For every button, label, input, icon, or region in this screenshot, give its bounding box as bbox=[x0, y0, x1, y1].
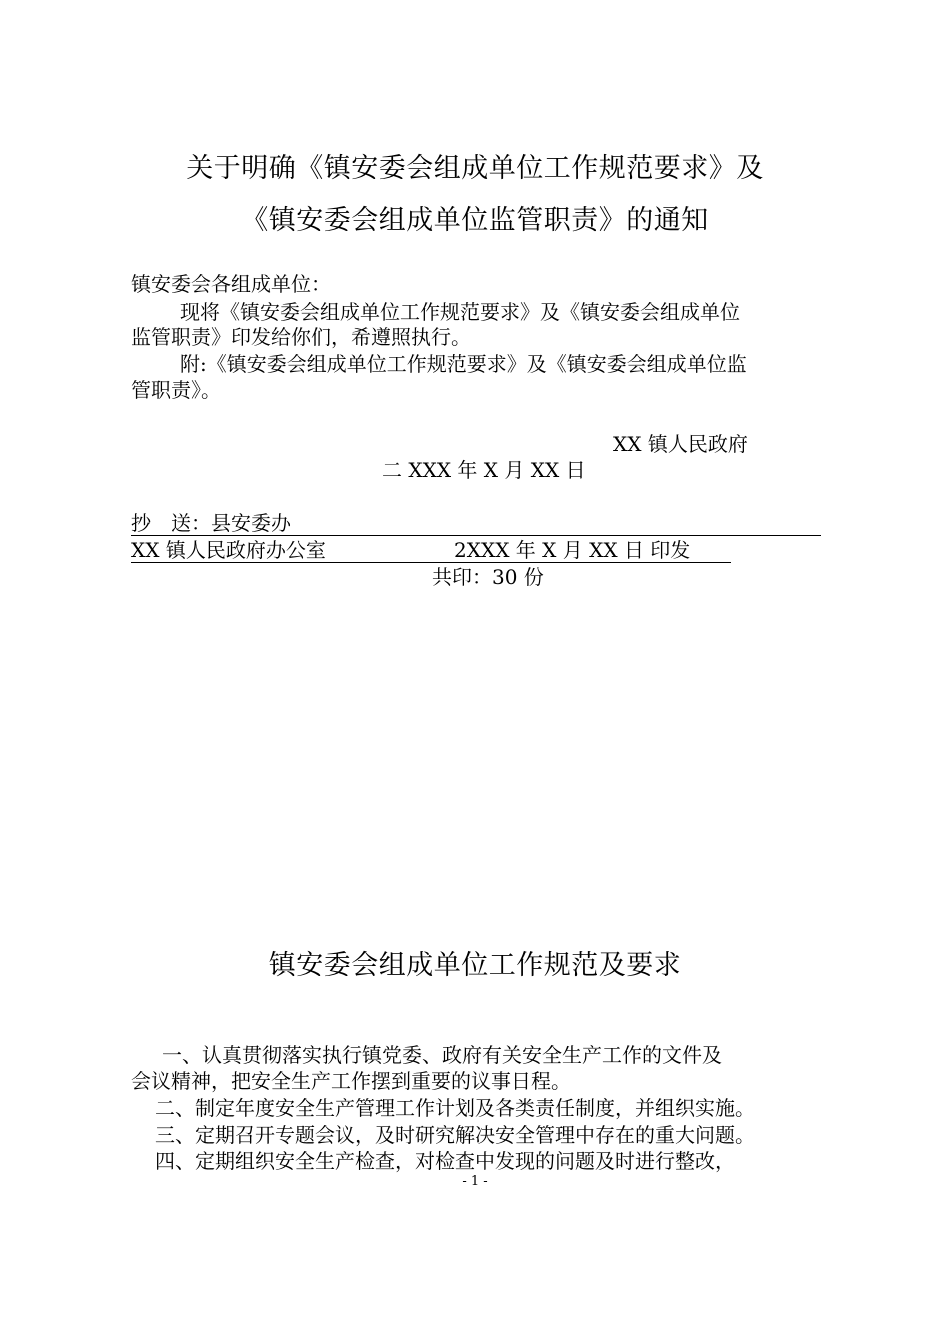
print-date: 2XXX 年 X 月 XX 日 印发 bbox=[454, 538, 691, 562]
requirement-3: 三、定期召开专题会议，及时研究解决安全管理中存在的重大问题。 bbox=[155, 1123, 755, 1147]
copies-count: 共印：30 份 bbox=[432, 565, 544, 589]
salutation: 镇安委会各组成单位： bbox=[131, 272, 331, 296]
cc-row bbox=[131, 511, 821, 536]
cc-label: 抄 送： bbox=[131, 511, 211, 535]
paragraph-1-line-2: 监管职责》印发给你们，希遵照执行。 bbox=[131, 325, 471, 349]
issuing-office: XX 镇人民政府办公室 bbox=[131, 538, 326, 562]
page-number: - 1 - bbox=[462, 1174, 488, 1189]
requirement-1-line-1: 一、认真贯彻落实执行镇党委、政府有关安全生产工作的文件及 bbox=[162, 1043, 722, 1067]
notice-title-line-1: 关于明确《镇安委会组成单位工作规范要求》及 bbox=[186, 153, 764, 184]
requirement-4: 四、定期组织安全生产检查，对检查中发现的问题及时进行整改， bbox=[155, 1149, 735, 1173]
attachment-line-1: 附:《镇安委会组成单位工作规范要求》及《镇安委会组成单位监 bbox=[180, 352, 747, 376]
requirement-1-line-2: 会议精神，把安全生产工作摆到重要的议事日程。 bbox=[131, 1069, 571, 1093]
attachment-line-2: 管职责》。 bbox=[131, 378, 221, 402]
issue-date: 二 XXX 年 X 月 XX 日 bbox=[382, 458, 586, 482]
paragraph-1-line-1: 现将《镇安委会组成单位工作规范要求》及《镇安委会组成单位 bbox=[180, 300, 740, 324]
issuer: XX 镇人民政府 bbox=[613, 432, 748, 456]
requirement-2: 二、制定年度安全生产管理工作计划及各类责任制度，并组织实施。 bbox=[155, 1096, 755, 1120]
requirements-title: 镇安委会组成单位工作规范及要求 bbox=[268, 950, 682, 981]
print-row bbox=[131, 538, 731, 563]
cc-value: 县安委办 bbox=[211, 511, 291, 535]
notice-title-line-2: 《镇安委会组成单位监管职责》的通知 bbox=[241, 205, 709, 236]
